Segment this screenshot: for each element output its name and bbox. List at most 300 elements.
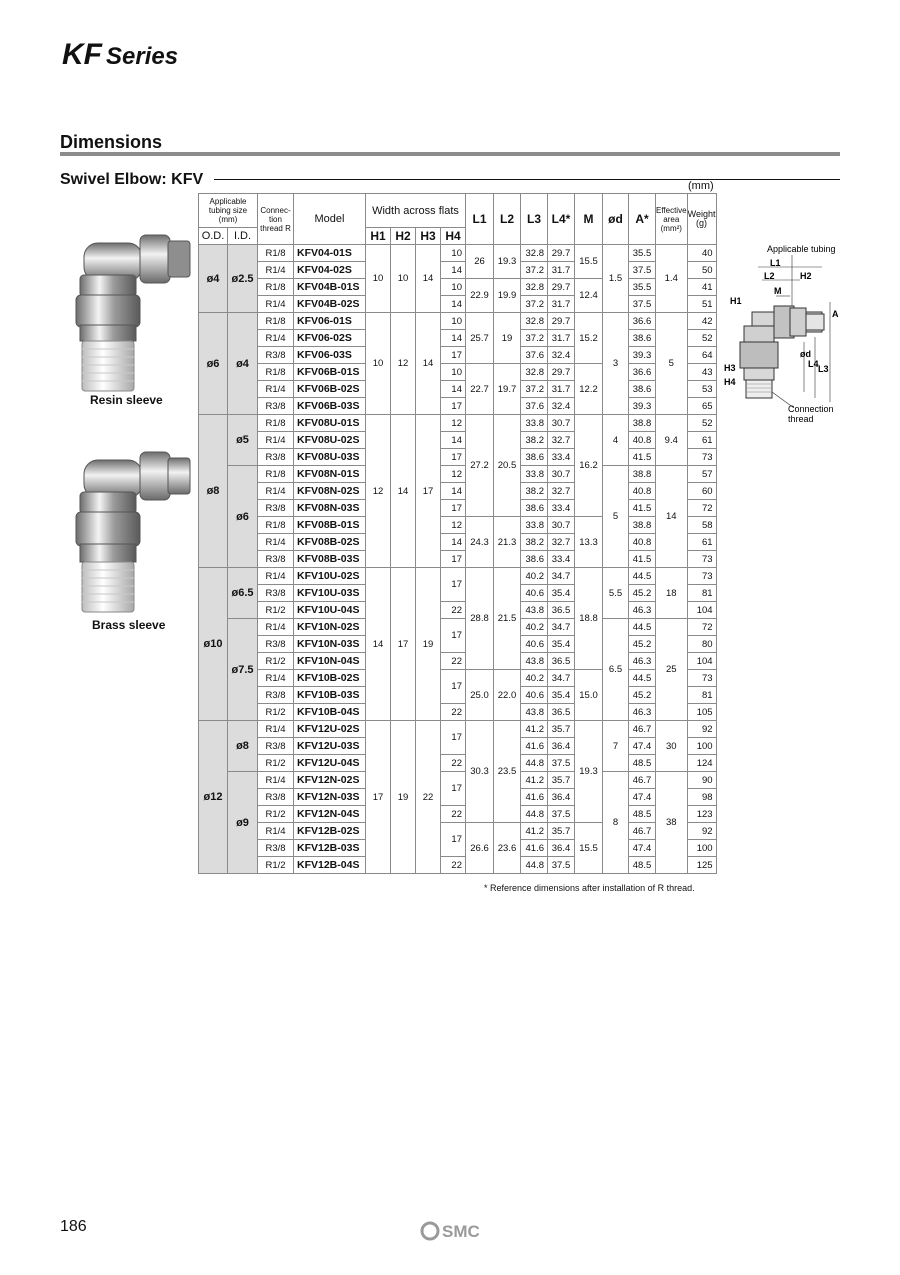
cell-m: 15.5 <box>575 823 603 874</box>
table-row <box>199 415 717 432</box>
cell-l1: 25.0 <box>466 670 494 721</box>
cell-h4: 17 <box>441 619 466 653</box>
table-row <box>199 619 717 636</box>
series-rest: Series <box>106 43 179 70</box>
smc-logo <box>420 1220 482 1247</box>
header-h3: H3 <box>416 228 441 245</box>
cell-l4: 35.4 <box>548 636 575 653</box>
cell-a: 40.8 <box>629 534 656 551</box>
label-h1: H1 <box>730 296 742 306</box>
cell-l1: 26.6 <box>466 823 494 874</box>
label-l1: L1 <box>770 258 781 268</box>
series-title <box>62 38 178 72</box>
cell-weight: 98 <box>687 789 716 806</box>
cell-m: 12.2 <box>575 364 603 415</box>
cell-l4: 32.7 <box>548 534 575 551</box>
table-row <box>199 449 717 466</box>
cell-model: KFV08N-02S <box>294 483 366 500</box>
cell-weight: 73 <box>687 670 716 687</box>
cell-l3: 32.8 <box>521 313 548 330</box>
cell-weight: 61 <box>687 534 716 551</box>
cell-h2: 14 <box>391 415 416 568</box>
cell-l3: 40.2 <box>521 568 548 585</box>
cell-h2: 17 <box>391 568 416 721</box>
cell-a: 37.5 <box>629 262 656 279</box>
cell-od: ø12 <box>199 721 228 874</box>
cell-l4: 36.5 <box>548 704 575 721</box>
cell-thread: R1/4 <box>258 721 294 738</box>
table-row <box>199 313 717 330</box>
cell-model: KFV08U-02S <box>294 432 366 449</box>
cell-id: ø6.5 <box>228 568 258 619</box>
cell-a: 35.5 <box>629 279 656 296</box>
cell-model: KFV08B-01S <box>294 517 366 534</box>
cell-weight: 40 <box>687 245 716 262</box>
cell-a: 46.7 <box>629 721 656 738</box>
cell-l3: 38.6 <box>521 449 548 466</box>
table-row <box>199 806 717 823</box>
cell-weight: 80 <box>687 636 716 653</box>
cell-weight: 52 <box>687 415 716 432</box>
cell-h4: 14 <box>441 483 466 500</box>
cell-thread: R1/8 <box>258 364 294 381</box>
cell-model: KFV06-01S <box>294 313 366 330</box>
cell-h4: 17 <box>441 551 466 568</box>
cell-id: ø5 <box>228 415 258 466</box>
cell-a: 40.8 <box>629 483 656 500</box>
table-row <box>199 551 717 568</box>
cell-model: KFV04-01S <box>294 245 366 262</box>
cell-a: 47.4 <box>629 840 656 857</box>
cell-l3: 33.8 <box>521 517 548 534</box>
cell-h3: 14 <box>416 245 441 313</box>
cell-id: ø8 <box>228 721 258 772</box>
cell-model: KFV10N-04S <box>294 653 366 670</box>
cell-model: KFV12N-03S <box>294 789 366 806</box>
cell-weight: 90 <box>687 772 716 789</box>
cell-d: 8 <box>603 772 629 874</box>
cell-l4: 30.7 <box>548 466 575 483</box>
cell-h2: 12 <box>391 313 416 415</box>
cell-thread: R1/4 <box>258 432 294 449</box>
cell-l1: 22.9 <box>466 279 494 313</box>
cell-weight: 51 <box>687 296 716 313</box>
table-row <box>199 364 717 381</box>
cell-d: 5.5 <box>603 568 629 619</box>
cell-model: KFV04-02S <box>294 262 366 279</box>
cell-id: ø4 <box>228 313 258 415</box>
cell-l4: 29.7 <box>548 364 575 381</box>
cell-h4: 14 <box>441 534 466 551</box>
cell-weight: 100 <box>687 738 716 755</box>
cell-a: 46.3 <box>629 602 656 619</box>
cell-model: KFV10N-03S <box>294 636 366 653</box>
table-body <box>199 245 717 874</box>
cell-l3: 41.2 <box>521 721 548 738</box>
cell-l1: 25.7 <box>466 313 494 364</box>
cell-od: ø8 <box>199 415 228 568</box>
cell-weight: 123 <box>687 806 716 823</box>
cell-m: 18.8 <box>575 568 603 670</box>
cell-l3: 40.6 <box>521 585 548 602</box>
subsection-rule <box>214 179 840 180</box>
cell-model: KFV12U-03S <box>294 738 366 755</box>
cell-od: ø4 <box>199 245 228 313</box>
cell-l3: 43.8 <box>521 704 548 721</box>
cell-l4: 33.4 <box>548 551 575 568</box>
cell-area: 9.4 <box>656 415 688 466</box>
cell-thread: R1/4 <box>258 483 294 500</box>
cell-l2: 23.5 <box>494 721 521 823</box>
cell-weight: 42 <box>687 313 716 330</box>
cell-h3: 14 <box>416 313 441 415</box>
cell-thread: R3/8 <box>258 789 294 806</box>
table-row <box>199 381 717 398</box>
cell-l2: 19 <box>494 313 521 364</box>
cell-weight: 92 <box>687 721 716 738</box>
cell-h1: 12 <box>366 415 391 568</box>
cell-area: 5 <box>656 313 688 415</box>
header-h1: H1 <box>366 228 391 245</box>
cell-h2: 10 <box>391 245 416 313</box>
table-row <box>199 721 717 738</box>
cell-model: KFV08N-03S <box>294 500 366 517</box>
cell-l1: 22.7 <box>466 364 494 415</box>
cell-thread: R1/8 <box>258 313 294 330</box>
cell-l3: 41.2 <box>521 823 548 840</box>
table-row <box>199 755 717 772</box>
cell-h4: 14 <box>441 330 466 347</box>
cell-l2: 21.3 <box>494 517 521 568</box>
cell-model: KFV08B-02S <box>294 534 366 551</box>
cell-l4: 31.7 <box>548 262 575 279</box>
cell-m: 15.2 <box>575 313 603 364</box>
cell-l4: 29.7 <box>548 279 575 296</box>
cell-h4: 10 <box>441 313 466 330</box>
cell-h4: 17 <box>441 568 466 602</box>
cell-l4: 31.7 <box>548 381 575 398</box>
cell-weight: 105 <box>687 704 716 721</box>
table-row <box>199 823 717 840</box>
cell-m: 15.0 <box>575 670 603 721</box>
cell-l4: 34.7 <box>548 568 575 585</box>
cell-h4: 14 <box>441 296 466 313</box>
cell-model: KFV12B-04S <box>294 857 366 874</box>
header-a: A* <box>629 194 656 245</box>
cell-l4: 36.4 <box>548 738 575 755</box>
cell-a: 38.8 <box>629 517 656 534</box>
cell-id: ø6 <box>228 466 258 568</box>
cell-a: 44.5 <box>629 568 656 585</box>
cell-thread: R1/2 <box>258 857 294 874</box>
cell-l3: 32.8 <box>521 364 548 381</box>
cell-weight: 60 <box>687 483 716 500</box>
page-number: 186 <box>60 1218 87 1235</box>
label-l4: L4 <box>808 359 819 369</box>
header-id: I.D. <box>228 228 258 245</box>
header-l3: L3 <box>521 194 548 245</box>
resin-sleeve-label: Resin sleeve <box>90 393 163 407</box>
cell-weight: 104 <box>687 653 716 670</box>
cell-a: 45.2 <box>629 687 656 704</box>
cell-h4: 17 <box>441 772 466 806</box>
cell-l4: 35.4 <box>548 585 575 602</box>
cell-l3: 44.8 <box>521 806 548 823</box>
cell-h4: 17 <box>441 721 466 755</box>
cell-l2: 21.5 <box>494 568 521 670</box>
cell-a: 46.7 <box>629 772 656 789</box>
table-row <box>199 398 717 415</box>
cell-model: KFV08U-01S <box>294 415 366 432</box>
cell-model: KFV12N-04S <box>294 806 366 823</box>
cell-weight: 52 <box>687 330 716 347</box>
cell-m: 13.3 <box>575 517 603 568</box>
cell-h4: 17 <box>441 670 466 704</box>
cell-h1: 10 <box>366 245 391 313</box>
cell-area: 18 <box>656 568 688 619</box>
cell-a: 39.3 <box>629 347 656 364</box>
cell-l4: 35.7 <box>548 823 575 840</box>
cell-id: ø2.5 <box>228 245 258 313</box>
cell-l2: 19.7 <box>494 364 521 415</box>
cell-a: 38.8 <box>629 415 656 432</box>
cell-l3: 37.2 <box>521 330 548 347</box>
table-row <box>199 432 717 449</box>
cell-l4: 37.5 <box>548 806 575 823</box>
cell-l3: 44.8 <box>521 857 548 874</box>
cell-weight: 73 <box>687 449 716 466</box>
cell-d: 5 <box>603 466 629 568</box>
cell-l4: 34.7 <box>548 670 575 687</box>
cell-h4: 10 <box>441 364 466 381</box>
cell-id: ø7.5 <box>228 619 258 721</box>
header-width: Width across flats <box>366 194 466 228</box>
cell-a: 36.6 <box>629 364 656 381</box>
cell-a: 46.3 <box>629 704 656 721</box>
cell-thread: R3/8 <box>258 738 294 755</box>
cell-l2: 19.3 <box>494 245 521 279</box>
cell-m: 19.3 <box>575 721 603 823</box>
cell-thread: R1/4 <box>258 262 294 279</box>
cell-a: 38.6 <box>629 381 656 398</box>
cell-model: KFV12B-02S <box>294 823 366 840</box>
cell-weight: 72 <box>687 500 716 517</box>
cell-area: 38 <box>656 772 688 874</box>
cell-l3: 38.2 <box>521 483 548 500</box>
cell-l3: 37.6 <box>521 347 548 364</box>
cell-h4: 22 <box>441 602 466 619</box>
cell-a: 44.5 <box>629 670 656 687</box>
header-l4: L4* <box>548 194 575 245</box>
cell-weight: 73 <box>687 551 716 568</box>
cell-weight: 81 <box>687 585 716 602</box>
cell-l4: 32.7 <box>548 432 575 449</box>
header-h2: H2 <box>391 228 416 245</box>
table-row <box>199 500 717 517</box>
cell-model: KFV08B-03S <box>294 551 366 568</box>
cell-l3: 41.6 <box>521 789 548 806</box>
label-h2: H2 <box>800 271 812 281</box>
cell-a: 45.2 <box>629 585 656 602</box>
cell-h1: 14 <box>366 568 391 721</box>
cell-h3: 22 <box>416 721 441 874</box>
cell-l3: 41.6 <box>521 840 548 857</box>
cell-l3: 38.2 <box>521 432 548 449</box>
cell-model: KFV04B-02S <box>294 296 366 313</box>
cell-model: KFV10U-03S <box>294 585 366 602</box>
cell-area: 30 <box>656 721 688 772</box>
cell-model: KFV12U-02S <box>294 721 366 738</box>
cell-h1: 17 <box>366 721 391 874</box>
cell-d: 6.5 <box>603 619 629 721</box>
cell-thread: R3/8 <box>258 449 294 466</box>
cell-h3: 19 <box>416 568 441 721</box>
cell-thread: R3/8 <box>258 636 294 653</box>
section-rule <box>60 152 840 156</box>
cell-a: 39.3 <box>629 398 656 415</box>
cell-a: 46.3 <box>629 653 656 670</box>
cell-l3: 32.8 <box>521 245 548 262</box>
resin-sleeve-photo <box>62 225 202 395</box>
cell-thread: R1/4 <box>258 619 294 636</box>
cell-l3: 43.8 <box>521 653 548 670</box>
cell-l3: 41.2 <box>521 772 548 789</box>
cell-l3: 41.6 <box>521 738 548 755</box>
cell-h4: 17 <box>441 347 466 364</box>
cell-m: 15.5 <box>575 245 603 279</box>
cell-l4: 36.4 <box>548 789 575 806</box>
cell-l2: 22.0 <box>494 670 521 721</box>
cell-h4: 22 <box>441 755 466 772</box>
cell-thread: R3/8 <box>258 840 294 857</box>
cell-a: 41.5 <box>629 449 656 466</box>
label-h4: H4 <box>724 377 736 387</box>
cell-model: KFV10N-02S <box>294 619 366 636</box>
cell-thread: R3/8 <box>258 551 294 568</box>
cell-l1: 26 <box>466 245 494 279</box>
cell-l3: 37.2 <box>521 296 548 313</box>
cell-l2: 19.9 <box>494 279 521 313</box>
cell-l3: 37.2 <box>521 262 548 279</box>
table-row <box>199 262 717 279</box>
cell-l3: 40.2 <box>521 619 548 636</box>
cell-l4: 34.7 <box>548 619 575 636</box>
label-d: ød <box>800 349 811 359</box>
table-row <box>199 483 717 500</box>
cell-l4: 30.7 <box>548 415 575 432</box>
cell-l3: 37.2 <box>521 381 548 398</box>
cell-weight: 124 <box>687 755 716 772</box>
cell-thread: R1/8 <box>258 466 294 483</box>
label-h3: H3 <box>724 363 736 373</box>
cell-h4: 14 <box>441 432 466 449</box>
header-connection: Connec- tion thread R <box>258 194 294 245</box>
cell-thread: R1/4 <box>258 296 294 313</box>
cell-h4: 17 <box>441 823 466 857</box>
cell-model: KFV12B-03S <box>294 840 366 857</box>
cell-l1: 28.8 <box>466 568 494 670</box>
cell-model: KFV06B-03S <box>294 398 366 415</box>
table-row <box>199 857 717 874</box>
cell-model: KFV12N-02S <box>294 772 366 789</box>
cell-thread: R1/2 <box>258 806 294 823</box>
cell-h4: 17 <box>441 500 466 517</box>
cell-weight: 43 <box>687 364 716 381</box>
cell-weight: 72 <box>687 619 716 636</box>
cell-id: ø9 <box>228 772 258 874</box>
cell-weight: 100 <box>687 840 716 857</box>
cell-thread: R1/8 <box>258 415 294 432</box>
cell-l4: 31.7 <box>548 330 575 347</box>
cell-a: 48.5 <box>629 806 656 823</box>
cell-a: 41.5 <box>629 551 656 568</box>
cell-l3: 40.6 <box>521 687 548 704</box>
cell-l3: 37.6 <box>521 398 548 415</box>
cell-l3: 33.8 <box>521 466 548 483</box>
diagram-connection-2: thread <box>788 414 814 424</box>
cell-thread: R1/4 <box>258 823 294 840</box>
header-area: Effective area (mm²) <box>656 194 688 245</box>
table-row <box>199 517 717 534</box>
brass-sleeve-label: Brass sleeve <box>92 618 166 632</box>
header-h4: H4 <box>441 228 466 245</box>
label-l3: L3 <box>818 364 829 374</box>
cell-model: KFV08U-03S <box>294 449 366 466</box>
cell-l4: 33.4 <box>548 449 575 466</box>
cell-weight: 92 <box>687 823 716 840</box>
table-row <box>199 296 717 313</box>
cell-h4: 10 <box>441 245 466 262</box>
cell-weight: 58 <box>687 517 716 534</box>
table-row <box>199 670 717 687</box>
cell-l4: 32.4 <box>548 347 575 364</box>
cell-l1: 30.3 <box>466 721 494 823</box>
subsection-title: Swivel Elbow: KFV <box>60 171 204 188</box>
cell-thread: R1/2 <box>258 653 294 670</box>
cell-h4: 10 <box>441 279 466 296</box>
cell-thread: R1/4 <box>258 772 294 789</box>
table-row <box>199 245 717 262</box>
cell-model: KFV10U-04S <box>294 602 366 619</box>
cell-l1: 27.2 <box>466 415 494 517</box>
cell-weight: 73 <box>687 568 716 585</box>
cell-l4: 29.7 <box>548 245 575 262</box>
cell-l4: 31.7 <box>548 296 575 313</box>
cell-h4: 12 <box>441 517 466 534</box>
cell-thread: R1/2 <box>258 602 294 619</box>
cell-h2: 19 <box>391 721 416 874</box>
cell-thread: R3/8 <box>258 585 294 602</box>
cell-a: 46.7 <box>629 823 656 840</box>
cell-m: 12.4 <box>575 279 603 313</box>
cell-weight: 125 <box>687 857 716 874</box>
cell-thread: R1/8 <box>258 245 294 262</box>
cell-l4: 36.5 <box>548 653 575 670</box>
cell-area: 25 <box>656 619 688 721</box>
cell-weight: 53 <box>687 381 716 398</box>
cell-h4: 22 <box>441 653 466 670</box>
brass-sleeve-photo <box>62 448 202 618</box>
cell-l4: 29.7 <box>548 313 575 330</box>
cell-a: 44.5 <box>629 619 656 636</box>
cell-a: 37.5 <box>629 296 656 313</box>
cell-a: 48.5 <box>629 755 656 772</box>
cell-l3: 40.6 <box>521 636 548 653</box>
cell-weight: 50 <box>687 262 716 279</box>
cell-thread: R1/8 <box>258 517 294 534</box>
cell-thread: R3/8 <box>258 687 294 704</box>
cell-l3: 38.6 <box>521 500 548 517</box>
